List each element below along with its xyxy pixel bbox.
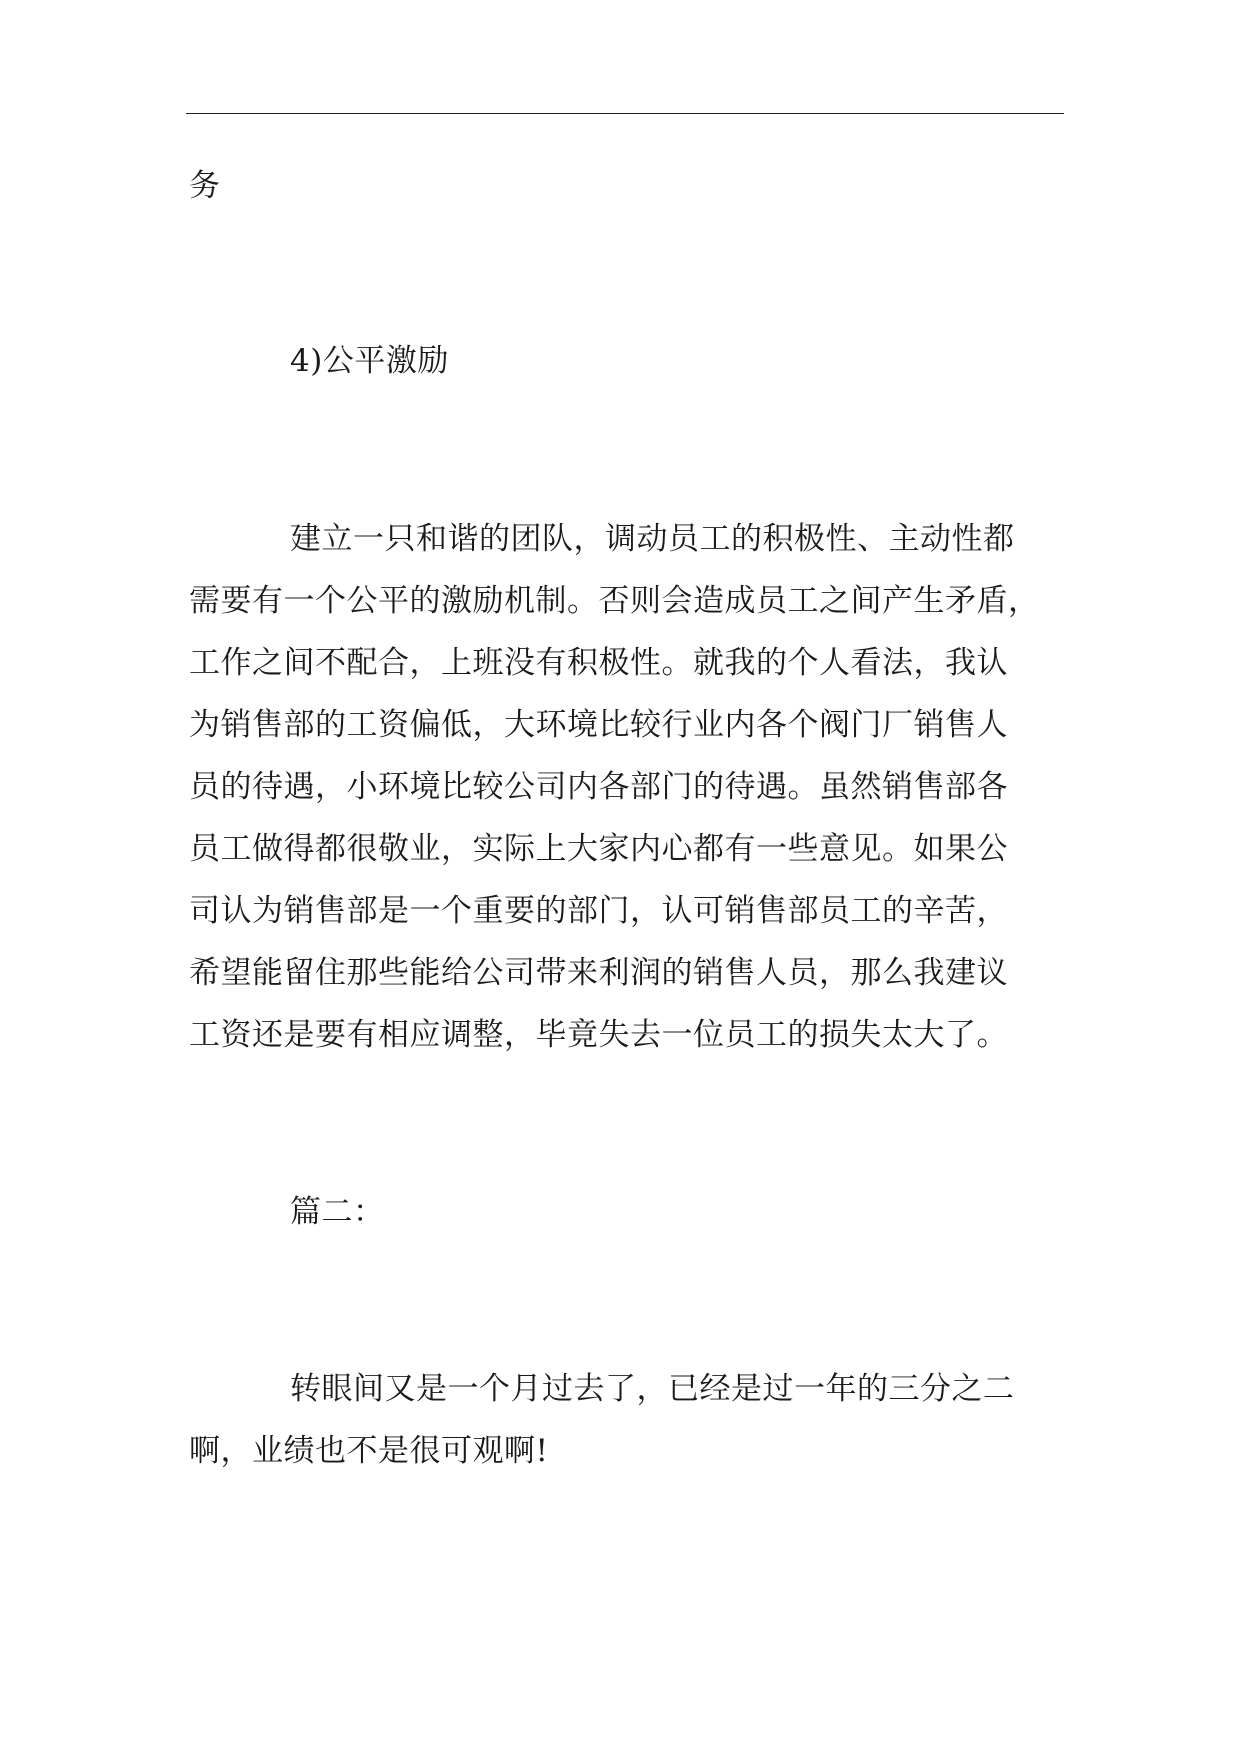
paragraph-line: 员的待遇，小环境比较公司内各部门的待遇。虽然销售部各 bbox=[189, 769, 1008, 805]
paragraph-line: 司认为销售部是一个重要的部门，认可销售部员工的辛苦， bbox=[189, 893, 1008, 929]
paragraph-line: 转眼间又是一个月过去了，已经是过一年的三分之二 bbox=[290, 1371, 1015, 1407]
paragraph-line: 啊，业绩也不是很可观啊! bbox=[189, 1433, 549, 1469]
paragraph-line: 需要有一个公平的激励机制。否则会造成员工之间产生矛盾， bbox=[189, 583, 1040, 619]
paragraph-line: 员工做得都很敬业，实际上大家内心都有一些意见。如果公 bbox=[189, 831, 1008, 867]
paragraph-line: 希望能留住那些能给公司带来利润的销售人员，那么我建议 bbox=[189, 955, 1008, 991]
paragraph-line: 工作之间不配合，上班没有积极性。就我的个人看法，我认 bbox=[189, 645, 1008, 681]
header-rule bbox=[186, 113, 1064, 114]
section-title-part-two: 篇二： bbox=[290, 1194, 385, 1230]
continuation-text: 务 bbox=[189, 168, 221, 204]
paragraph-line: 为销售部的工资偏低，大环境比较行业内各个阀门厂销售人 bbox=[189, 707, 1008, 743]
section-heading-fair-incentive: 4)公平激励 bbox=[290, 343, 449, 379]
paragraph-line: 工资还是要有相应调整，毕竟失去一位员工的损失太大了。 bbox=[189, 1017, 1008, 1053]
paragraph-line: 建立一只和谐的团队，调动员工的积极性、主动性都 bbox=[290, 521, 1015, 557]
